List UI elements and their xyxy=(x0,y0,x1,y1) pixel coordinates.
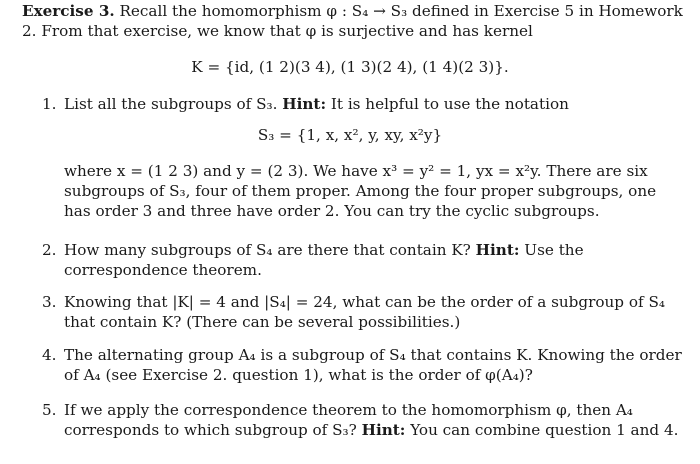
exercise-intro-text: Recall the homomorphism φ : S₄ → S₃ defined in Exercise 5 in Homework 2. From that exercise, we know that φ is surjective and has kernel xyxy=(22,2,683,40)
question-1 xyxy=(22,94,682,114)
question-number: 3. xyxy=(42,293,57,311)
s3-notation-formula: S₃ = {1, x, x², y, xy, x²y} xyxy=(257,126,443,144)
question-number: 4. xyxy=(42,346,57,364)
question-number: 1. xyxy=(42,95,57,113)
hint-label: Hint: xyxy=(475,241,520,259)
question-2 xyxy=(22,240,682,280)
hint-text: Use the correspondence theorem. xyxy=(64,241,584,279)
question-text: where x = (1 2 3) and y = (2 3). We have x³ = y² = 1, yx = x²y. There are six subgroups of S₃, four of them proper. Among the four proper subgroups, one has order 3 and three have order 2. You can try the cyclic subgroups. xyxy=(64,162,657,220)
question-text: The alternating group A₄ is a subgroup of S₄ that contains K. Knowing the order of A₄ (see Exercise 2. question 1), what is the order of φ(A₄)? xyxy=(64,346,682,384)
hint-text: You can combine question 1 and 4. xyxy=(405,421,679,439)
question-3 xyxy=(22,292,682,332)
question-5 xyxy=(22,400,682,440)
exercise-intro xyxy=(22,1,694,41)
kernel-formula: K = {id, (1 2)(3 4), (1 3)(2 4), (1 4)(2 3)}. xyxy=(191,58,509,76)
hint-label: Hint: xyxy=(282,95,327,113)
question-4 xyxy=(22,345,682,385)
question-number: 2. xyxy=(42,241,57,259)
question-text: If we apply the correspondence theorem to the homomorphism φ, then A₄ corresponds to which subgroup of S₃? xyxy=(64,401,633,439)
question-text: List all the subgroups of S₃. xyxy=(64,95,283,113)
question-text: Knowing that |K| = 4 and |S₄| = 24, what can be the order of a subgroup of S₄ that contain K? (There can be several possibilities.) xyxy=(64,293,665,331)
question-number: 5. xyxy=(42,401,57,419)
exercise-label: Exercise 3. xyxy=(22,2,115,20)
question-1-continued xyxy=(22,161,682,221)
hint-text: It is helpful to use the notation xyxy=(326,95,569,113)
question-text: How many subgroups of S₄ are there that contain K? xyxy=(64,241,476,259)
hint-label: Hint: xyxy=(361,421,406,439)
